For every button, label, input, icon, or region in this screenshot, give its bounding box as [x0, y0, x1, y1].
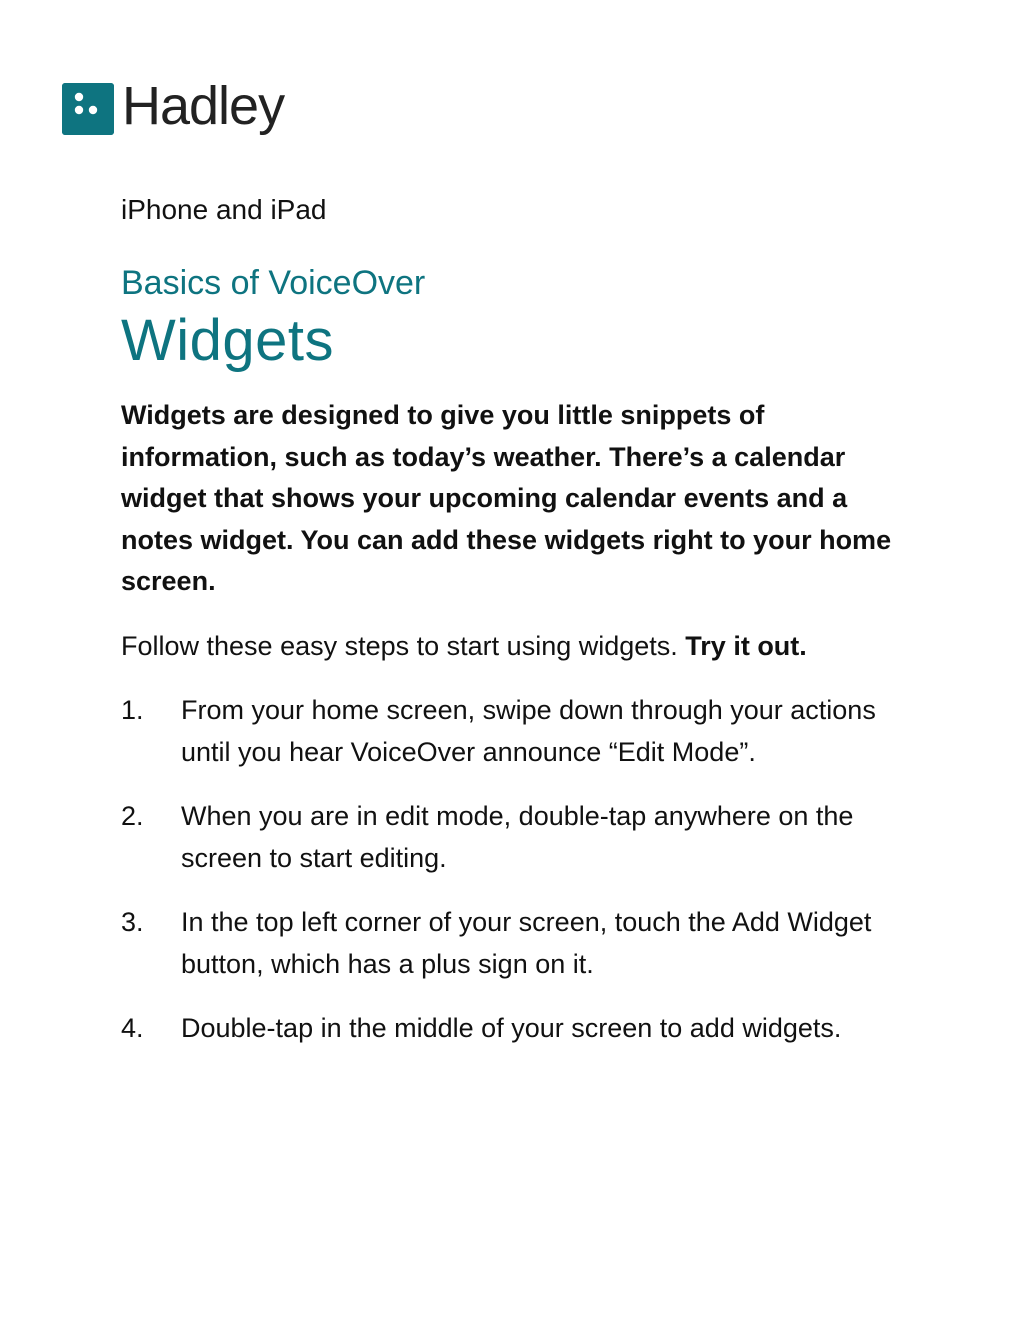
step-number: 3.	[121, 907, 144, 937]
step-text: When you are in edit mode, double-tap anywhere on the screen to start editing.	[181, 801, 854, 873]
list-item	[121, 1008, 911, 1050]
braille-dots-icon	[62, 83, 114, 135]
intro-paragraph: Widgets are designed to give you little snippets of information, such as today’s weather. There’s a calendar widget that shows your upcoming calendar events and a notes widget. You can add these widgets right to your home screen.	[121, 400, 892, 596]
document-content	[121, 188, 911, 1073]
list-item	[121, 902, 911, 985]
document-title: Widgets	[121, 308, 335, 373]
hadley-logo	[62, 76, 285, 136]
list-item	[121, 690, 911, 773]
logo-wordmark: Hadley	[122, 76, 285, 136]
list-item	[121, 796, 911, 879]
instructions-text: Follow these easy steps to start using widgets.	[121, 630, 678, 661]
instructions-emphasis: Try it out.	[685, 630, 807, 661]
steps-list	[121, 690, 911, 1050]
document-subtitle: Basics of VoiceOver	[121, 264, 426, 302]
step-text: From your home screen, swipe down through your actions until you hear VoiceOver announce “Edit Mode”.	[181, 695, 876, 767]
step-number: 1.	[121, 695, 144, 725]
step-number: 2.	[121, 801, 144, 831]
category-label: iPhone and iPad	[121, 194, 327, 225]
step-text: Double-tap in the middle of your screen to add widgets.	[181, 1013, 842, 1043]
step-text: In the top left corner of your screen, touch the Add Widget button, which has a plus sign on it.	[181, 907, 872, 979]
instructions-paragraph	[121, 626, 911, 668]
step-number: 4.	[121, 1013, 144, 1043]
